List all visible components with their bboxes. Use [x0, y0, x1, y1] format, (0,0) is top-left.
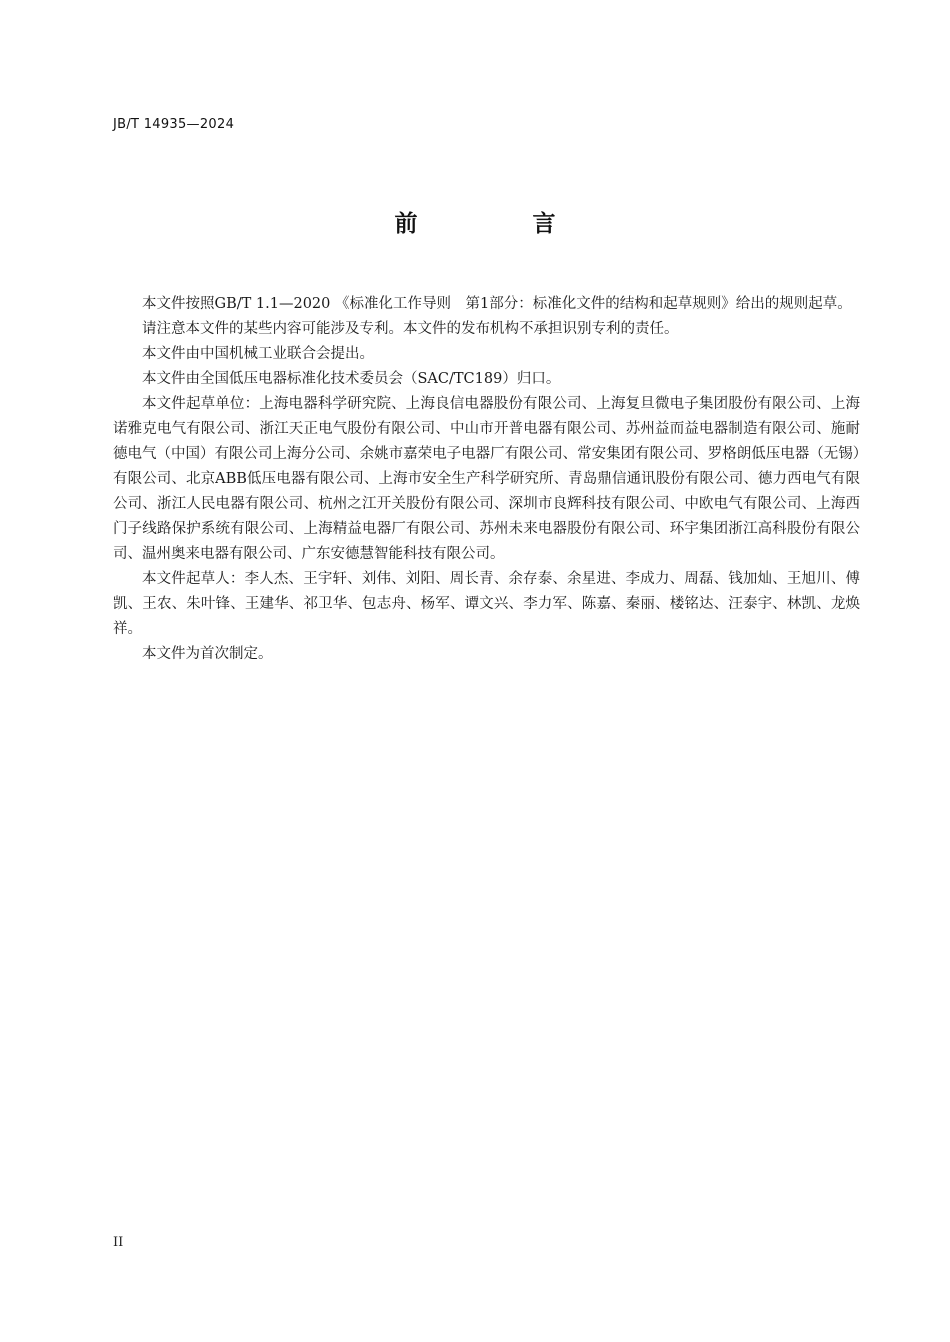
- paragraph-proposer: 本文件由中国机械工业联合会提出。: [142, 346, 374, 362]
- page-number: II: [113, 1235, 124, 1250]
- paragraph-drafting-units: 本文件起草单位：上海电器科学研究院、上海良信电器股份有限公司、上海复旦微电子集团股份有限公司、上海诺雅克电气有限公司、浙江天正电气股份有限公司、中山市开普电器有限公司、苏州益而益电器制造有限公司、施耐德电气（中国）有限公司上海分公司、余姚市嘉荣电子电器厂有限公司、常安集团有限公司、罗格朗低压电器（无锡）有限公司、北京ABB低压电器有限公司、上海市安全生产科学研究所、青岛鼎信通讯股份有限公司、德力西电气有限公司、浙江人民电器有限公司、杭州之江开关股份有限公司、深圳市良辉科技有限公司、中欧电气有限公司、上海西门子线路保护系统有限公司、上海精益电器厂有限公司、苏州未来电器股份有限公司、环宇集团浙江高科股份有限公司、温州奥来电器有限公司、广东安德慧智能科技有限公司。: [113, 396, 860, 562]
- paragraph-drafters: 本文件起草人：李人杰、王宇轩、刘伟、刘阳、周长青、余存泰、余星进、李成力、周磊、钱加灿、王旭川、傅凯、王农、朱叶锋、王建华、祁卫华、包志舟、杨军、谭文兴、李力军、陈嘉、秦丽、楼铭达、汪泰宇、林凯、龙焕祥。: [113, 571, 860, 637]
- paragraph-drafting-rules: 本文件按照GB/T 1.1—2020 《标准化工作导则 第1部分：标准化文件的结构和起草规则》给出的规则起草。: [142, 296, 852, 312]
- paragraph-committee: 本文件由全国低压电器标准化技术委员会（SAC/TC189）归口。: [142, 371, 561, 387]
- foreword-body: [113, 292, 860, 667]
- page-title: 前 言: [394, 211, 602, 237]
- paragraph-patent-notice: 请注意本文件的某些内容可能涉及专利。本文件的发布机构不承担识别专利的责任。: [142, 321, 679, 337]
- standard-code: JB/T 14935—2024: [113, 117, 235, 132]
- paragraph-first-edition: 本文件为首次制定。: [142, 646, 273, 662]
